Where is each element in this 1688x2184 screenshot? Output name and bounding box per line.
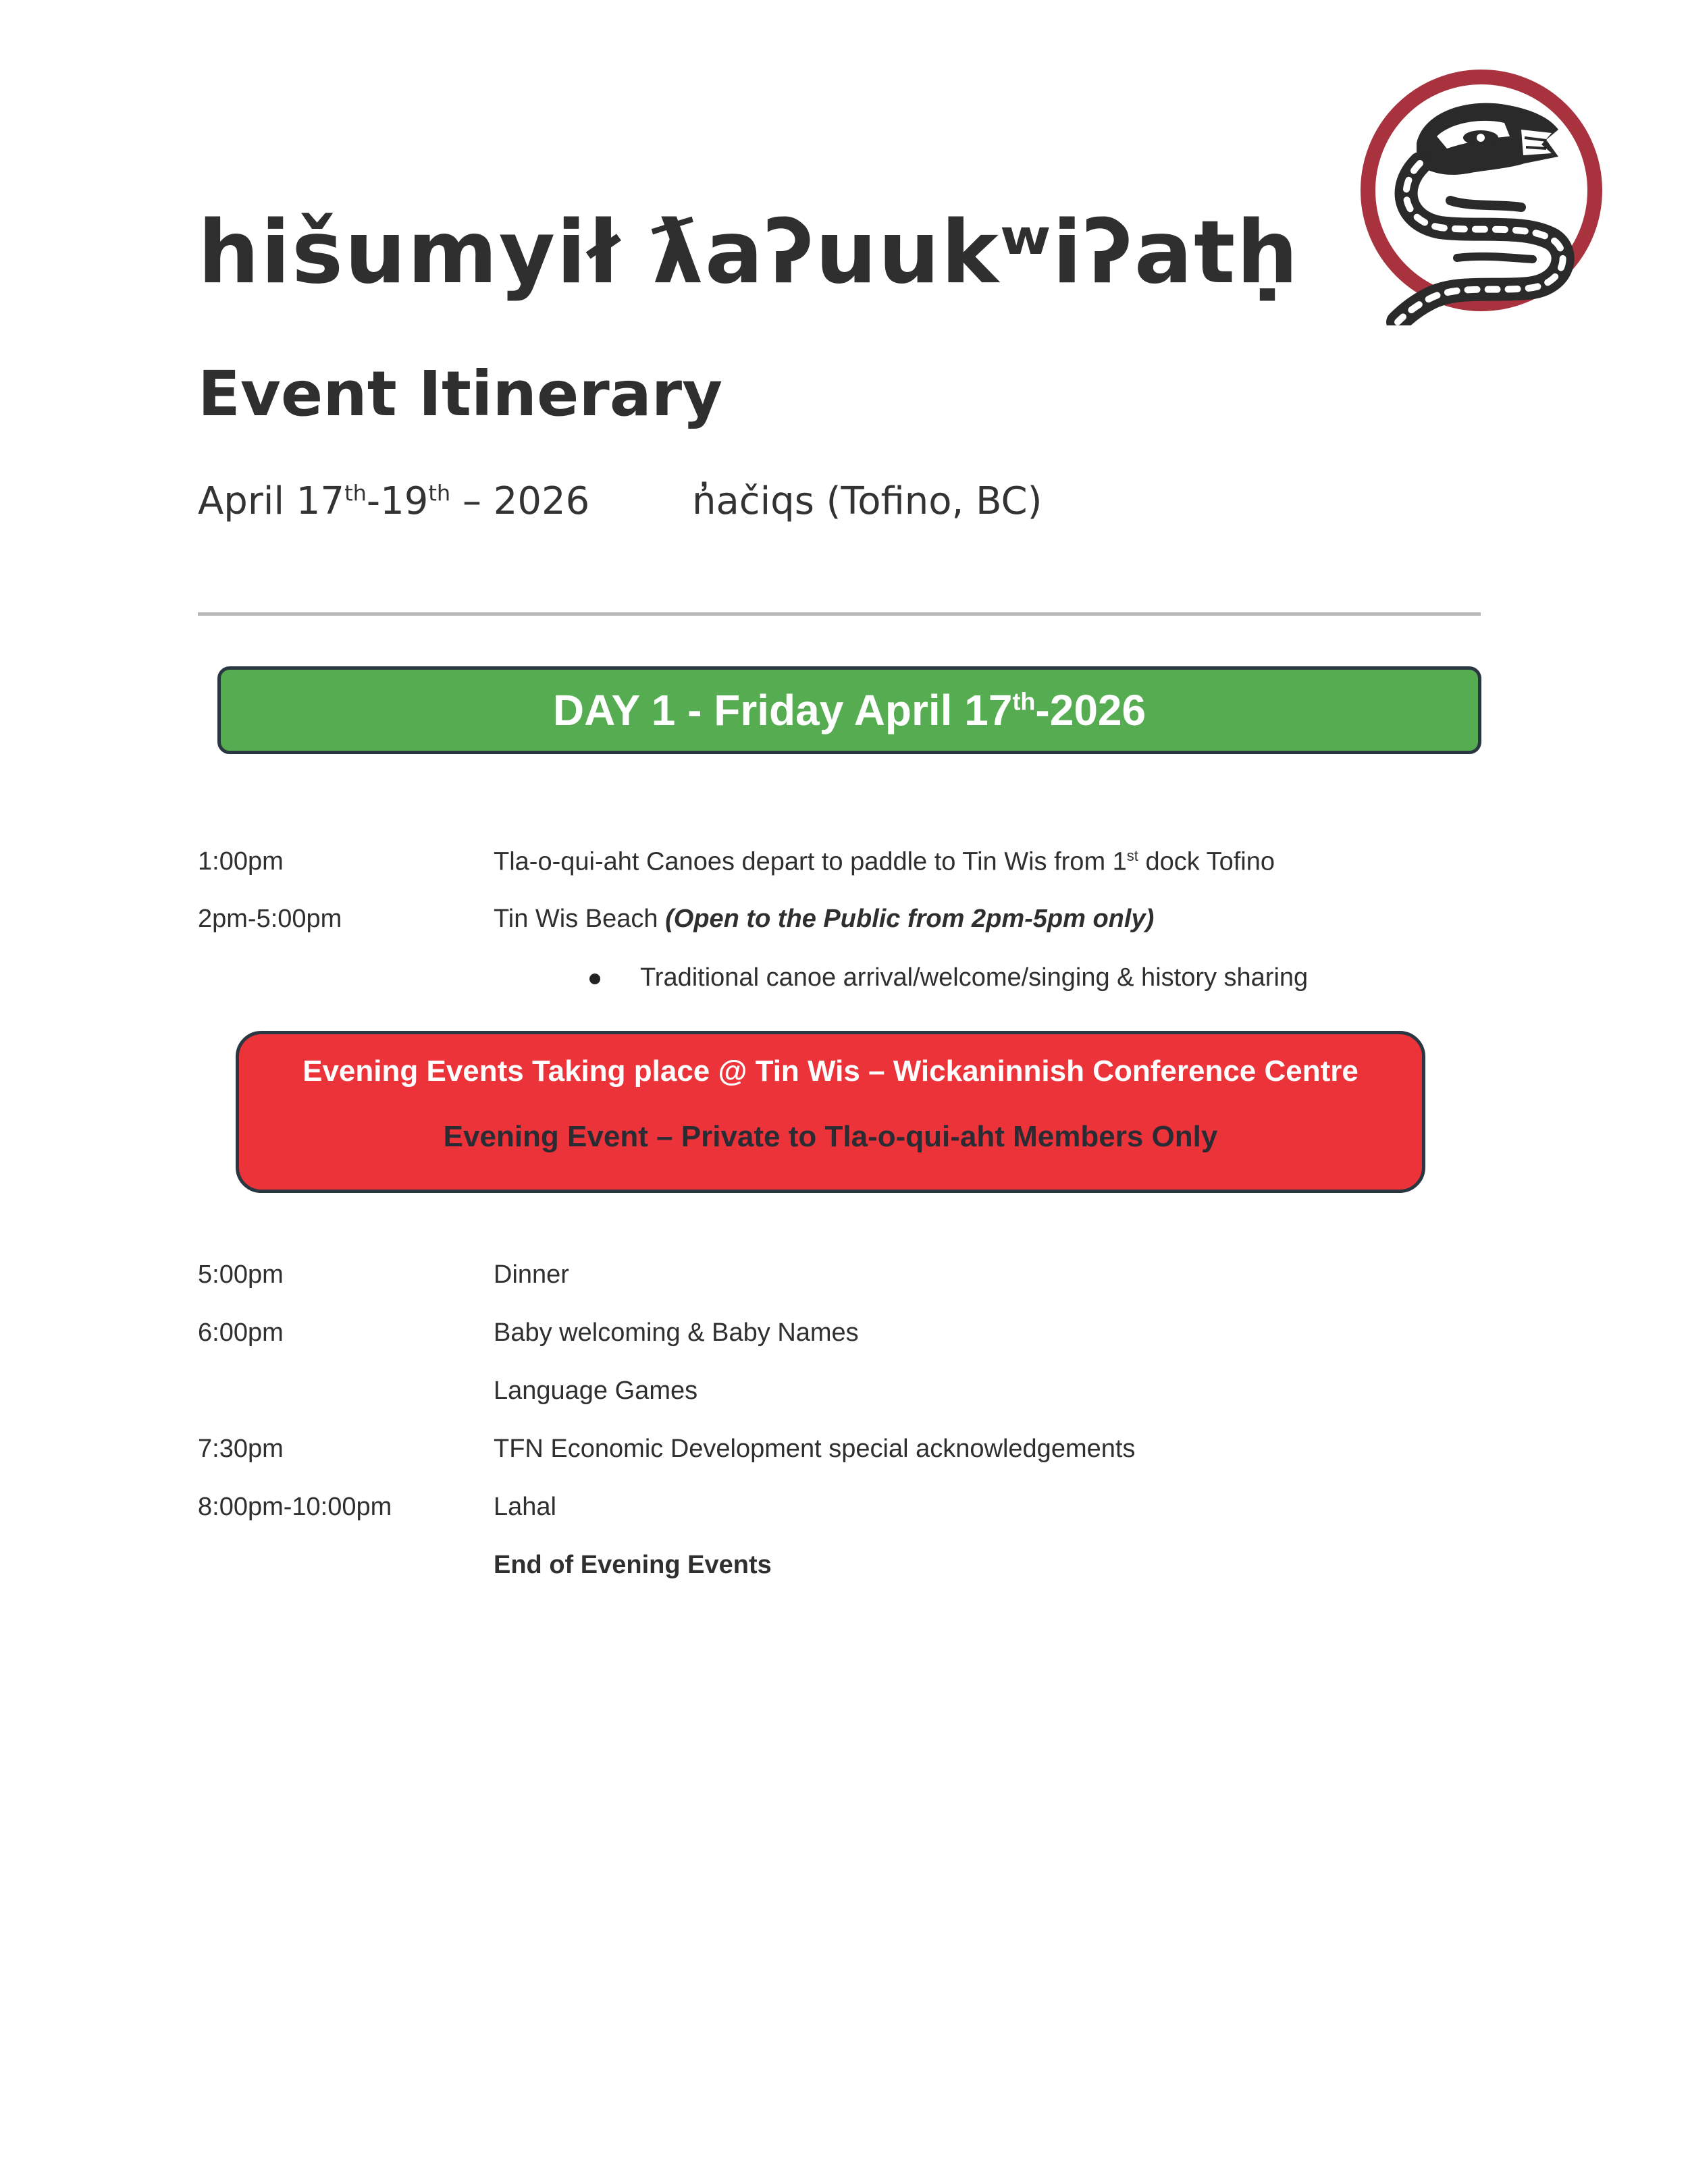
schedule-description: TFN Economic Development special acknowledgements	[494, 1435, 1136, 1463]
page-title: hišumyił ƛaʔuukʷiʔatḥ	[198, 203, 1300, 303]
bullet-icon	[589, 974, 600, 984]
schedule-description: Tin Wis Beach (Open to the Public from 2pm-5pm only)	[494, 905, 1155, 933]
schedule-description: Tla-o-qui-aht Canoes depart to paddle to Tin Wis from 1st dock Tofino	[494, 847, 1275, 876]
evening-banner	[236, 1031, 1425, 1193]
end-of-events-note: End of Evening Events	[494, 1551, 772, 1579]
event-dates: April 17th-19th – 2026	[198, 479, 590, 523]
serpent-logo-icon	[1356, 62, 1614, 325]
page-subtitle: Event Itinerary	[198, 358, 723, 430]
schedule-time: 6:00pm	[198, 1319, 284, 1347]
header-divider	[198, 612, 1481, 616]
evening-banner-note: Evening Event – Private to Tla-o-qui-aht Members Only	[443, 1120, 1218, 1153]
schedule-time: 7:30pm	[198, 1435, 284, 1463]
event-location: n̓ačiqs (Tofino, BC)	[692, 479, 1043, 523]
schedule-description: Lahal	[494, 1493, 556, 1521]
schedule-description: Baby welcoming & Baby Names	[494, 1319, 859, 1347]
schedule-bullet-item: Traditional canoe arrival/welcome/singing & history sharing	[640, 963, 1309, 992]
schedule-description: Dinner	[494, 1260, 569, 1289]
schedule-time: 1:00pm	[198, 847, 284, 876]
evening-banner-title: Evening Events Taking place @ Tin Wis – Wickaninnish Conference Centre	[302, 1055, 1359, 1088]
day1-banner	[217, 666, 1481, 754]
schedule-time: 8:00pm-10:00pm	[198, 1493, 392, 1521]
schedule-description: Language Games	[494, 1377, 698, 1405]
schedule-time: 5:00pm	[198, 1260, 284, 1289]
day1-banner-text: DAY 1 - Friday April 17th-2026	[552, 686, 1146, 735]
schedule-time: 2pm-5:00pm	[198, 905, 342, 933]
